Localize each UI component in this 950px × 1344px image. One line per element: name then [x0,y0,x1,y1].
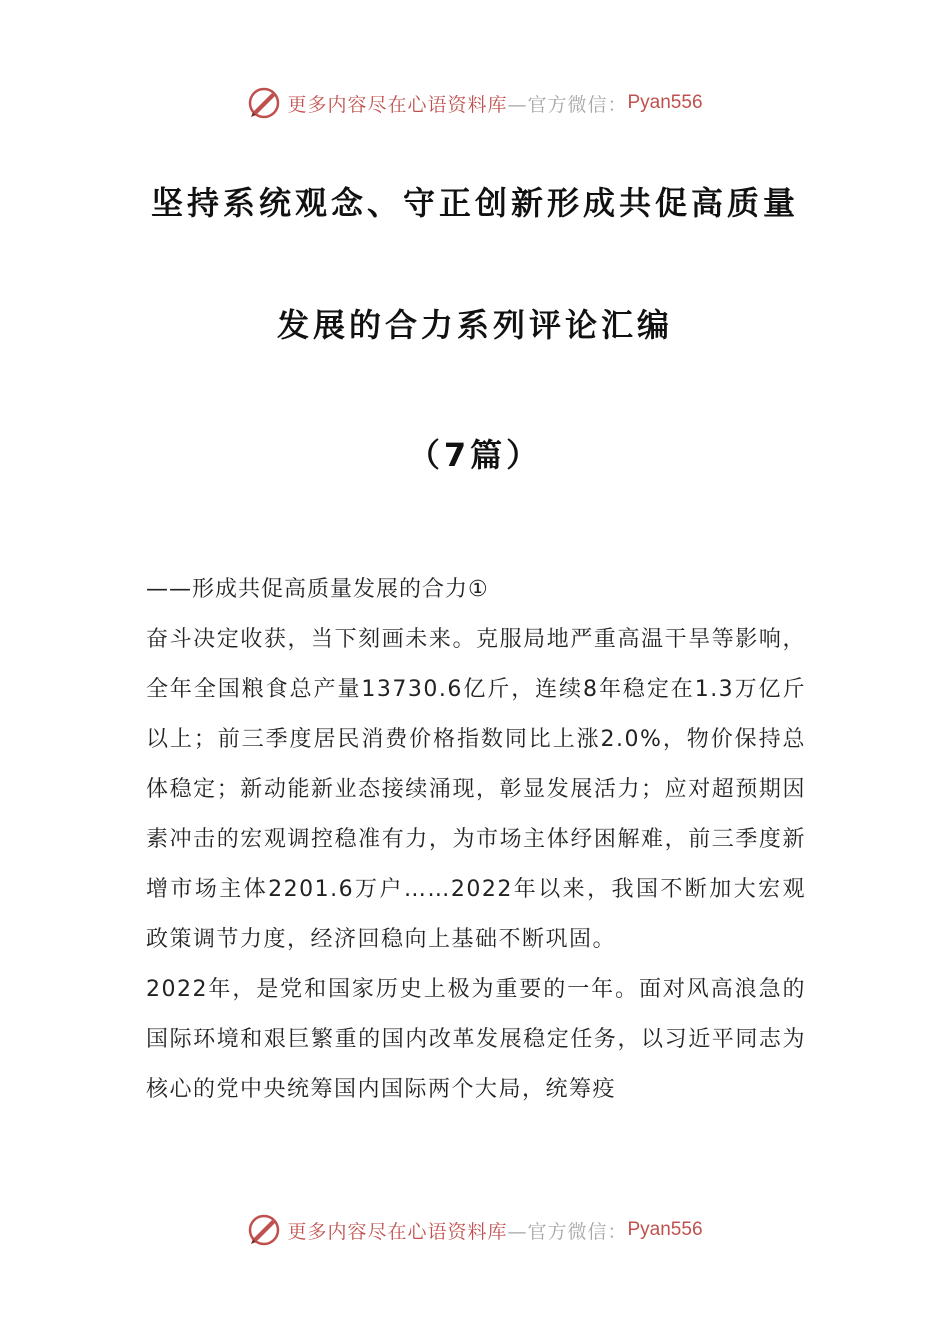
section-subtitle: ——形成共促高质量发展的合力① [146,577,489,602]
footer-contact-id: Pyan556 [627,1219,703,1240]
paragraph-2: 2022年，是党和国家历史上极为重要的一年。面对风高浪急的国际环境和艰巨繁重的国内改革发展稳定任务，以习近平同志为核心的党中央统筹国内国际两个大局，统筹疫 [146,977,806,1102]
document-title-line-1: 坚持系统观念、守正创新形成共促高质量 [150,184,799,222]
header-slogan: 更多内容尽在心语资料库 [287,93,508,116]
header-contact-id: Pyan556 [627,92,703,113]
footer-slogan: 更多内容尽在心语资料库 [287,1220,508,1243]
footer-separator: —官方微信： [507,1220,628,1243]
header-separator: —官方微信： [507,93,628,116]
document-body [146,565,806,1115]
document-title-line-2: 发展的合力系列评论汇编 [276,306,673,344]
pen-in-circle-logo-icon [247,1213,281,1247]
pen-in-circle-logo-icon [247,86,281,120]
header-banner [0,83,950,123]
footer-banner [0,1210,950,1250]
document-title-count: （7篇） [407,436,543,474]
paragraph-1: 奋斗决定收获，当下刻画未来。克服局地严重高温干旱等影响，全年全国粮食总产量13730.6亿斤，连续8年稳定在1.3万亿斤以上；前三季度居民消费价格指数同比上涨2.0%，物价保持总体稳定；新动能新业态接续涌现，彰显发展活力；应对超预期因素冲击的宏观调控稳准有力，为市场主体纾困解难，前三季度新增市场主体2201.6万户……2022年以来，我国不断加大宏观政策调节力度，经济回稳向上基础不断巩固。 [146,627,806,952]
